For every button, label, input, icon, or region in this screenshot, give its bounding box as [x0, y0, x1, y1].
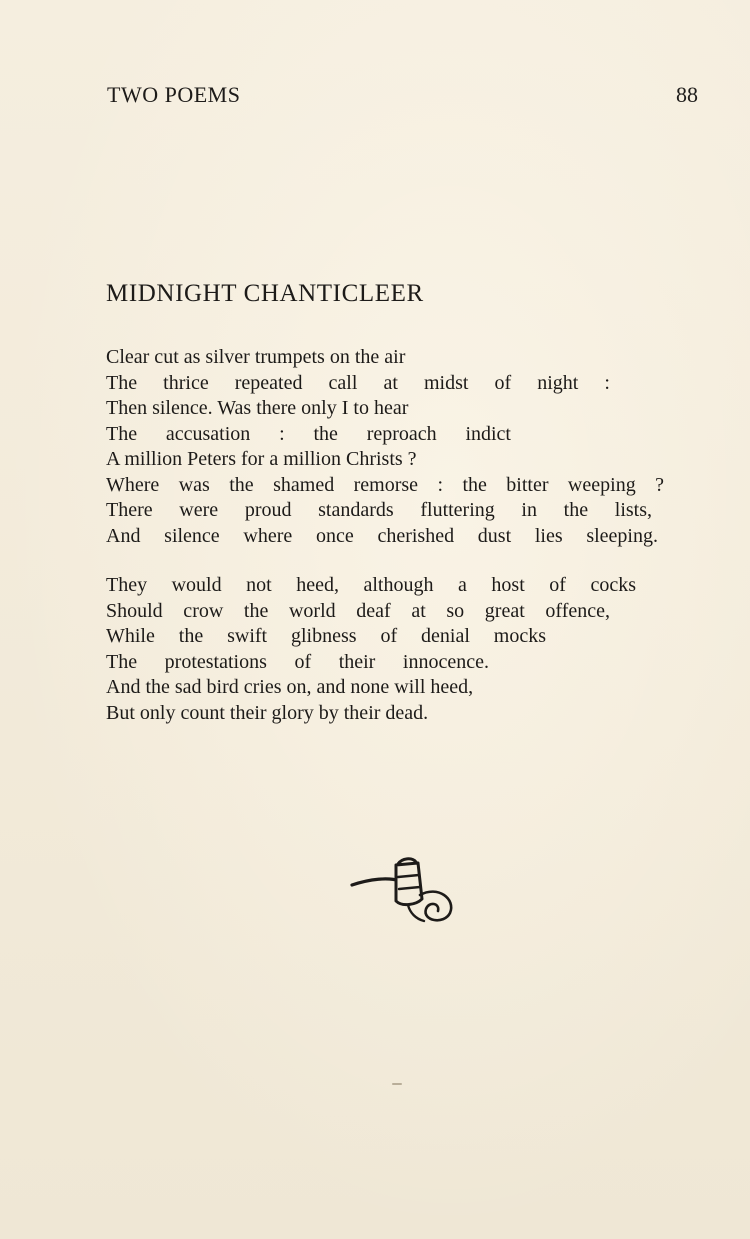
poem-line: The protestations of their innocence.	[106, 650, 489, 673]
poem-line: Clear cut as silver trumpets on the air	[106, 346, 406, 368]
poem-line: There were proud standards fluttering in the lists,	[106, 499, 652, 521]
poem-stanza-2	[106, 573, 666, 726]
poem-line: Then silence. Was there only I to hear	[106, 397, 409, 419]
poem-line: And silence where once cherished dust lies sleeping.	[106, 524, 658, 547]
poem-line: But only count their glory by their dead.	[106, 701, 429, 724]
bell-ornament-icon	[350, 855, 460, 927]
page-number: 88	[676, 82, 698, 107]
poem-line: Should crow the world deaf at so great offence,	[106, 599, 610, 622]
poem-stanza-1	[106, 345, 666, 549]
poem-line: While the swift glibness of denial mocks	[106, 625, 546, 647]
poem-line: They would not heed, although a host of cocks	[106, 574, 636, 596]
poem-line: The accusation : the reproach indict	[106, 422, 511, 445]
poem-line: The thrice repeated call at midst of night :	[106, 371, 610, 394]
poem-title: MIDNIGHT CHANTICLEER	[106, 280, 424, 307]
running-title: TWO POEMS	[107, 82, 241, 107]
paper-speck	[392, 1083, 402, 1085]
poem-line: And the sad bird cries on, and none will heed,	[106, 676, 474, 698]
poem-line: A million Peters for a million Christs ?	[106, 448, 417, 470]
poem-line: Where was the shamed remorse : the bitter weeping ?	[106, 473, 664, 496]
